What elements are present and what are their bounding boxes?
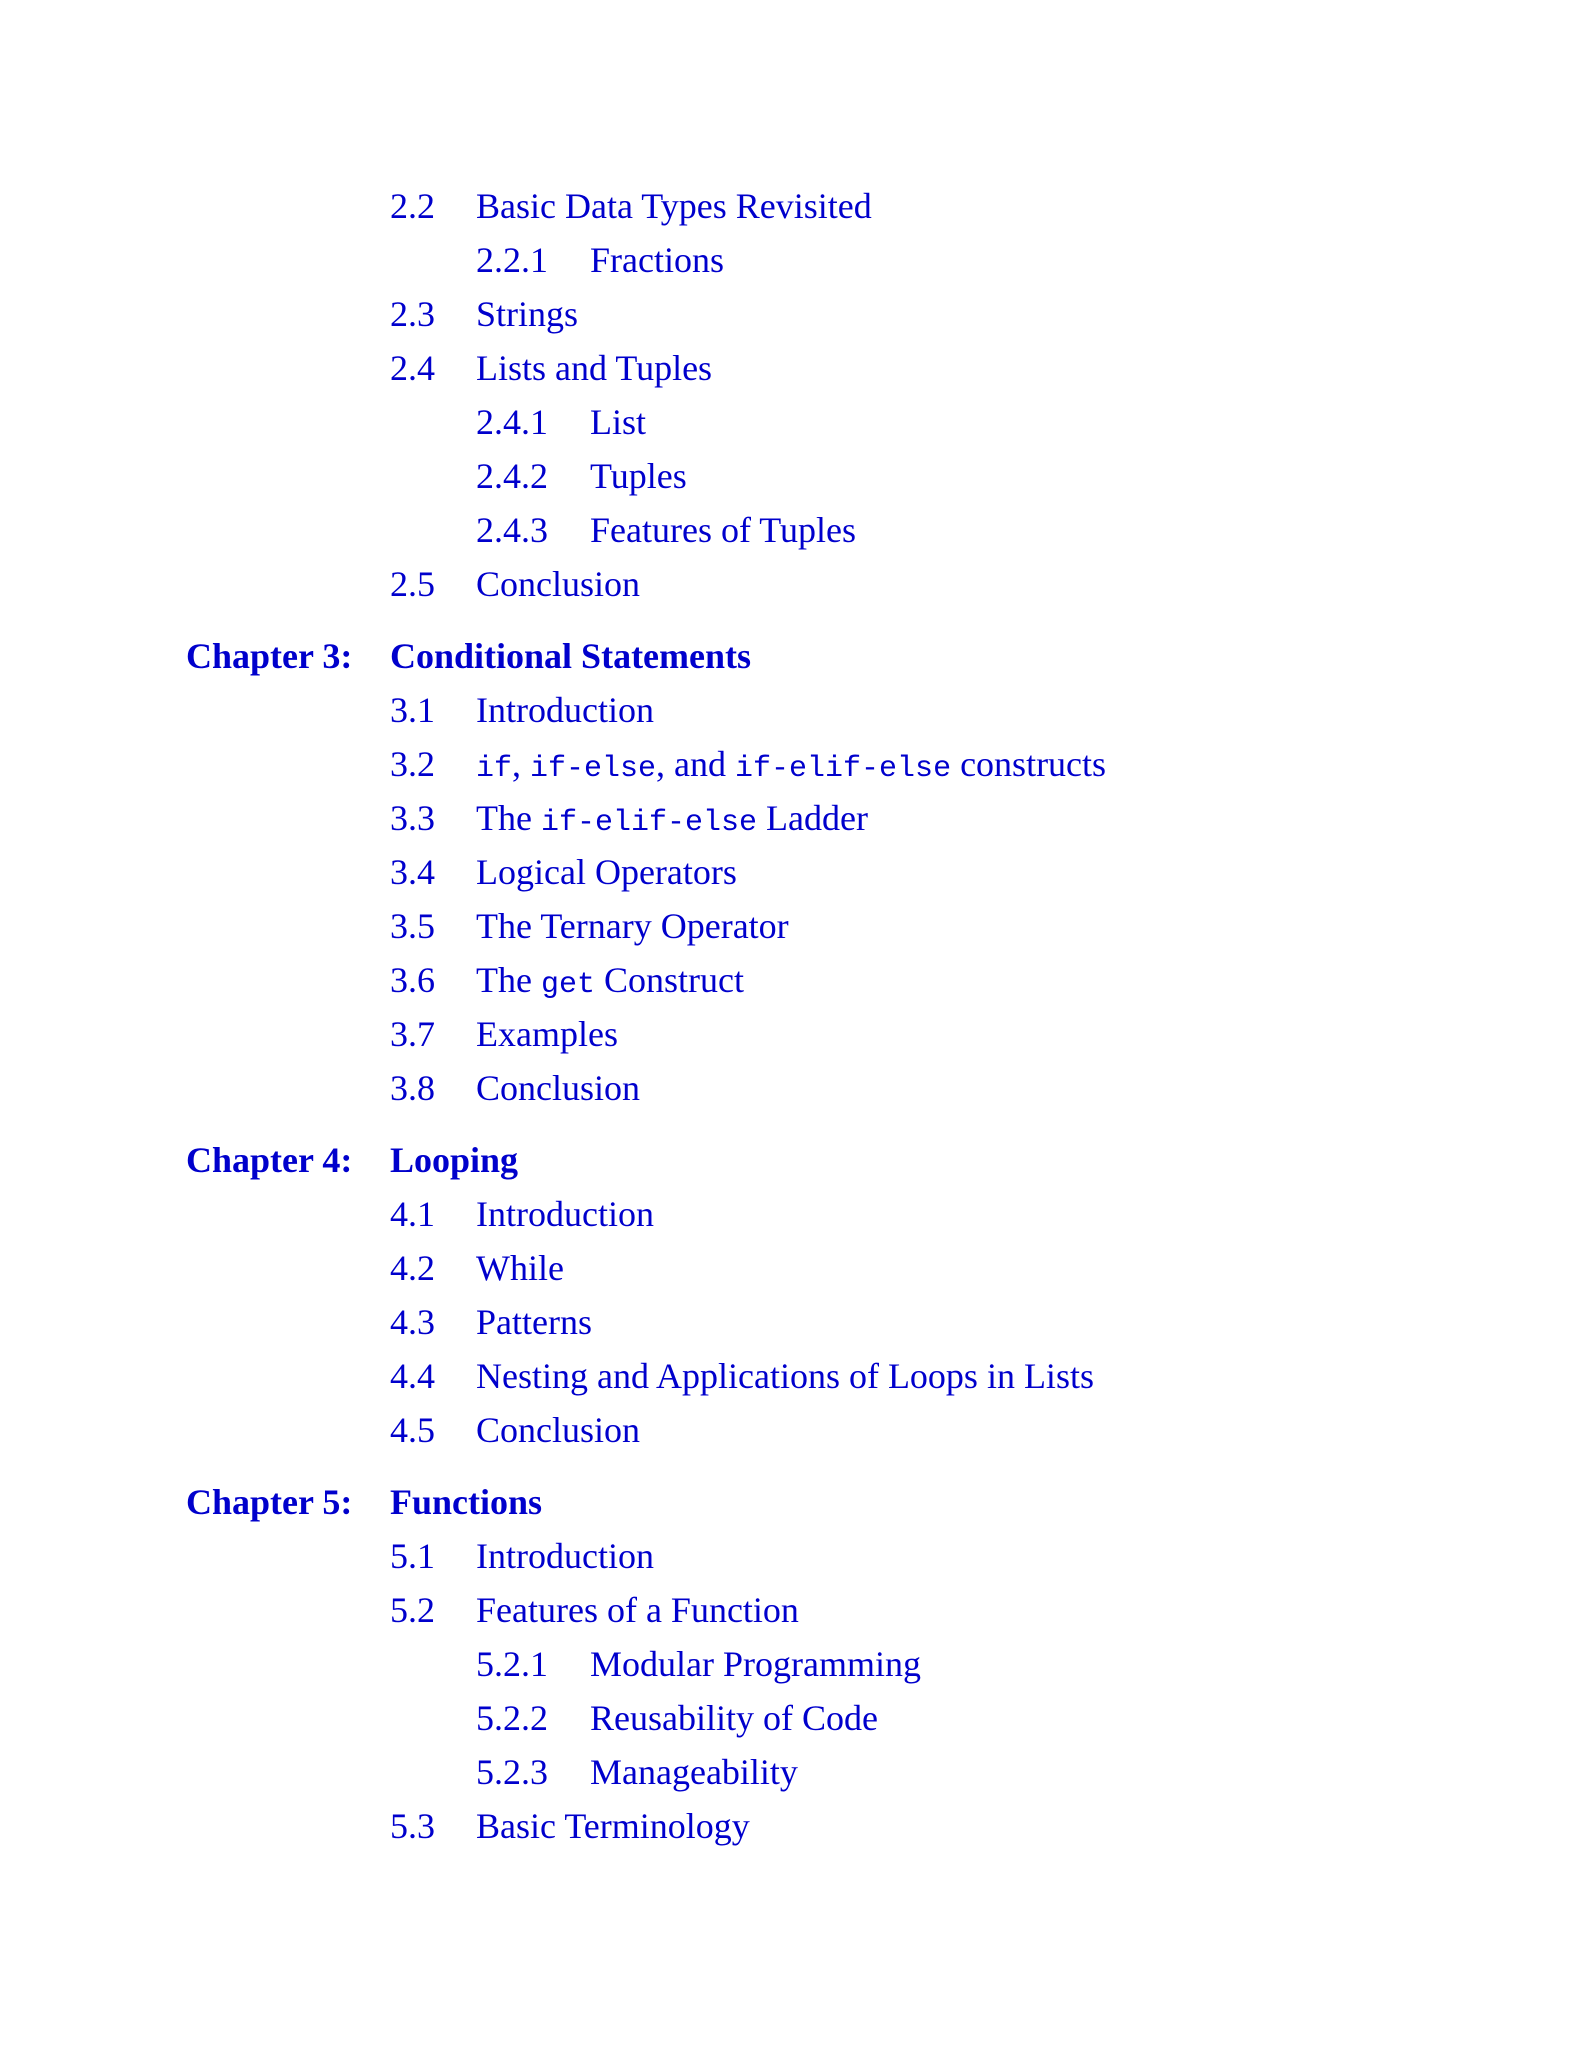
section-title bbox=[476, 1196, 654, 1232]
section-number: 2.2 bbox=[390, 186, 435, 226]
section-title bbox=[476, 1358, 1094, 1394]
section-number: 3.7 bbox=[390, 1014, 435, 1054]
section-title bbox=[590, 512, 856, 548]
section-number: 3.6 bbox=[390, 960, 435, 1000]
chapter-number: Chapter 4: bbox=[186, 1140, 353, 1180]
title-text: Manageability bbox=[590, 1752, 798, 1792]
section-number: 3.3 bbox=[390, 798, 435, 838]
section-number: 4.1 bbox=[390, 1194, 435, 1234]
section-title bbox=[590, 1646, 921, 1682]
title-text: Basic Terminology bbox=[476, 1806, 750, 1846]
section-title bbox=[476, 1016, 618, 1052]
section-title bbox=[476, 800, 868, 838]
section-title bbox=[476, 1304, 592, 1340]
section-number: 2.5 bbox=[390, 564, 435, 604]
section-title bbox=[476, 908, 789, 944]
section-title bbox=[476, 1808, 750, 1844]
section-title bbox=[590, 1700, 878, 1736]
section-title bbox=[476, 1412, 640, 1448]
section-title bbox=[476, 350, 712, 386]
section-title bbox=[590, 458, 687, 494]
section-number: 3.2 bbox=[390, 744, 435, 784]
section-title bbox=[476, 1070, 640, 1106]
section-title bbox=[476, 566, 640, 602]
title-text: Conclusion bbox=[476, 1410, 641, 1450]
section-number: 4.2 bbox=[390, 1248, 435, 1288]
inline-code: if-else bbox=[530, 752, 657, 786]
title-text: Strings bbox=[476, 294, 579, 334]
section-number: 4.3 bbox=[390, 1302, 435, 1342]
title-text: Conditional Statements bbox=[390, 636, 752, 676]
title-text: Nesting and Applications of Loops in Lists bbox=[476, 1356, 1094, 1396]
title-text: Conclusion bbox=[476, 1068, 641, 1108]
chapter-title bbox=[390, 1142, 518, 1178]
chapter-number: Chapter 5: bbox=[186, 1482, 353, 1522]
title-text: Lists and Tuples bbox=[476, 348, 713, 388]
inline-code: if-elif-else bbox=[540, 806, 758, 840]
title-text: Tuples bbox=[590, 456, 687, 496]
inline-code: if-elif-else bbox=[735, 752, 952, 786]
title-text: Features of Tuples bbox=[590, 510, 857, 550]
section-title bbox=[476, 746, 1106, 784]
title-text: List bbox=[590, 402, 647, 442]
section-title bbox=[476, 1592, 799, 1628]
section-title bbox=[476, 962, 744, 1000]
title-text: constructs bbox=[951, 744, 1107, 784]
section-number: 2.4.3 bbox=[476, 510, 548, 550]
title-text: Fractions bbox=[590, 240, 724, 280]
title-text: Basic Data Types Revisited bbox=[476, 186, 872, 226]
section-number: 2.4.1 bbox=[476, 402, 548, 442]
chapter-title bbox=[390, 638, 751, 674]
section-number: 3.4 bbox=[390, 852, 435, 892]
section-title bbox=[590, 1754, 798, 1790]
section-number: 5.2.3 bbox=[476, 1752, 548, 1792]
section-number: 3.5 bbox=[390, 906, 435, 946]
section-title bbox=[590, 242, 724, 278]
section-number: 5.1 bbox=[390, 1536, 435, 1576]
title-text: Features of a Function bbox=[476, 1590, 799, 1630]
section-title bbox=[476, 296, 578, 332]
section-title bbox=[476, 854, 737, 890]
section-number: 2.2.1 bbox=[476, 240, 548, 280]
title-text: Ladder bbox=[757, 798, 868, 838]
section-number: 4.5 bbox=[390, 1410, 435, 1450]
inline-code: get bbox=[540, 968, 595, 1002]
section-number: 2.4 bbox=[390, 348, 435, 388]
title-text: Patterns bbox=[476, 1302, 592, 1342]
section-number: 5.3 bbox=[390, 1806, 435, 1846]
title-text: The bbox=[476, 960, 541, 1000]
section-title bbox=[476, 692, 654, 728]
title-text: The Ternary Operator bbox=[476, 906, 789, 946]
title-text: Introduction bbox=[476, 1536, 654, 1576]
section-number: 2.4.2 bbox=[476, 456, 548, 496]
title-text: Reusability of Code bbox=[590, 1698, 878, 1738]
chapter-number: Chapter 3: bbox=[186, 636, 353, 676]
section-number: 5.2.1 bbox=[476, 1644, 548, 1684]
title-text: Looping bbox=[390, 1140, 519, 1180]
title-text: Conclusion bbox=[476, 564, 641, 604]
section-title bbox=[476, 1250, 564, 1286]
section-title bbox=[476, 188, 872, 224]
section-number: 5.2.2 bbox=[476, 1698, 548, 1738]
title-text: Modular Programming bbox=[590, 1644, 921, 1684]
section-number: 2.3 bbox=[390, 294, 435, 334]
title-text: Logical Operators bbox=[476, 852, 737, 892]
title-text: Introduction bbox=[476, 690, 654, 730]
title-text: Examples bbox=[476, 1014, 618, 1054]
chapter-title bbox=[390, 1484, 542, 1520]
section-number: 3.8 bbox=[390, 1068, 435, 1108]
title-text: , and bbox=[656, 744, 736, 784]
section-title bbox=[476, 1538, 654, 1574]
title-text: The bbox=[476, 798, 541, 838]
section-title bbox=[590, 404, 646, 440]
title-text: Introduction bbox=[476, 1194, 654, 1234]
title-text: Construct bbox=[594, 960, 744, 1000]
title-text: Functions bbox=[390, 1482, 543, 1522]
section-number: 4.4 bbox=[390, 1356, 435, 1396]
inline-code: if bbox=[476, 752, 513, 786]
title-text: While bbox=[476, 1248, 564, 1288]
section-number: 3.1 bbox=[390, 690, 435, 730]
title-text: , bbox=[512, 744, 531, 784]
section-number: 5.2 bbox=[390, 1590, 435, 1630]
